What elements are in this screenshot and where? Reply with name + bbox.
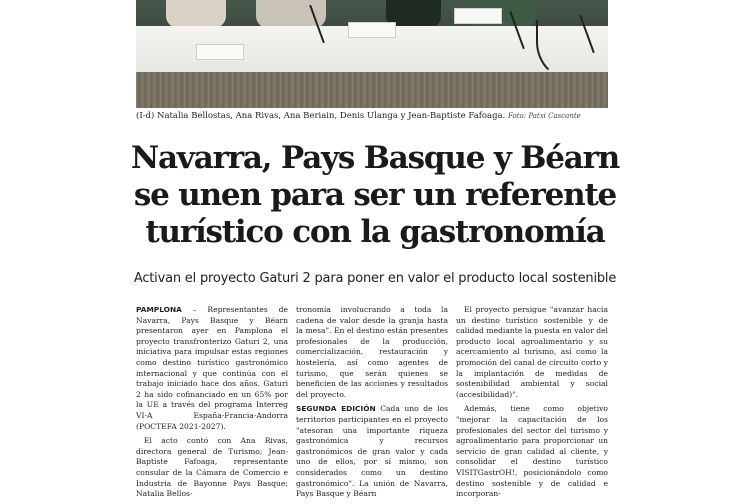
paragraph bbox=[296, 404, 448, 499]
article-column-1 bbox=[136, 305, 288, 504]
paragraph-text: – Representantes de Navarra, Pays Basque y Béarn presentaron ayer en Pamplona el proyecto transfronterizo Gaturi 2, una iniciativa para impulsar estas regiones como destino turístico gastronómico internacional y que continúa con el trabajo iniciado hace dos años. Gaturi 2 ha sido cofinanciado en un 65% por la UE a través del programa Interreg VI-A España-Francia-Andorra (POCTEFA 2021-2027). bbox=[136, 305, 288, 431]
caption-text: (I-d) Natalia Bellostas, Ana Rivas, Ana Beriain, Denis Ulanga y Jean-Baptiste Fafoaga. bbox=[136, 111, 506, 121]
photo-credit: Foto: Patxi Cascante bbox=[508, 112, 581, 120]
paragraph-text: Cada uno de los territorios participantes en el proyecto "atesoran una importante riqueza gastronómica y recursos gastronómicos de gran valor y cada uno de ellos, por sí mismo, son considerados como un destino gastronómico". La unión de Navarra, Pays Basque y Béarn bbox=[296, 404, 448, 499]
headline bbox=[110, 140, 640, 251]
paragraph: El proyecto persigue "avanzar hacia un destino turístico sostenible y de calidad mediante la puesta en valor del producto local agroalimentario y su acercamiento al turismo, así como la promoción del canal de circuito corto y la implantación de medidas de sostenibilidad ambiental y social (accesibilidad)". bbox=[456, 305, 608, 399]
photo-table-skirt bbox=[136, 72, 608, 108]
paragraph bbox=[136, 305, 288, 432]
article-column-2 bbox=[296, 305, 448, 504]
headline-line-3: turístico con la gastronomía bbox=[145, 214, 605, 250]
paragraph: El acto contó con Ana Rivas, directora general de Turismo; Jean-Baptiste Fafoaga, representante consular de la Cámara de Comercio e Industria de Bayonne Pays Basque; Natalia Bellos- bbox=[136, 436, 288, 499]
photo-name-card bbox=[196, 44, 244, 60]
paragraph: Además, tiene como objetivo "mejorar la capacitación de los profesionales del sector del turismo y agroalimentario para proporcionar un servicio de gran calidad al cliente, y consolidar el destino turístico VISITGastrOH!, posicionándolo como destino sostenible y de calidad e incorporan- bbox=[456, 404, 608, 499]
photo-caption bbox=[136, 111, 608, 121]
headline-line-1: Navarra, Pays Basque y Béarn bbox=[130, 140, 620, 176]
headline-line-2: se unen para ser un referente bbox=[133, 177, 617, 213]
paragraph: tronomía involucrando a toda la cadena de valor desde la granja hasta la mesa". En el destino están presentes profesionales de la producción, comercialización, restauración y hostelería, así como agentes de turismo, que serán quienes se beneficien de las acciones y resultados del proyecto. bbox=[296, 305, 448, 399]
photo-name-card bbox=[348, 22, 396, 38]
news-photo bbox=[136, 0, 608, 108]
article-column-3 bbox=[456, 305, 608, 504]
photo-person bbox=[166, 0, 226, 28]
photo-name-card bbox=[454, 8, 502, 24]
subheadline: Activan el proyecto Gaturi 2 para poner en valor el producto local sostenible bbox=[133, 271, 617, 286]
dateline: PAMPLONA bbox=[136, 305, 182, 314]
section-lead: SEGUNDA EDICIÓN bbox=[296, 404, 376, 414]
